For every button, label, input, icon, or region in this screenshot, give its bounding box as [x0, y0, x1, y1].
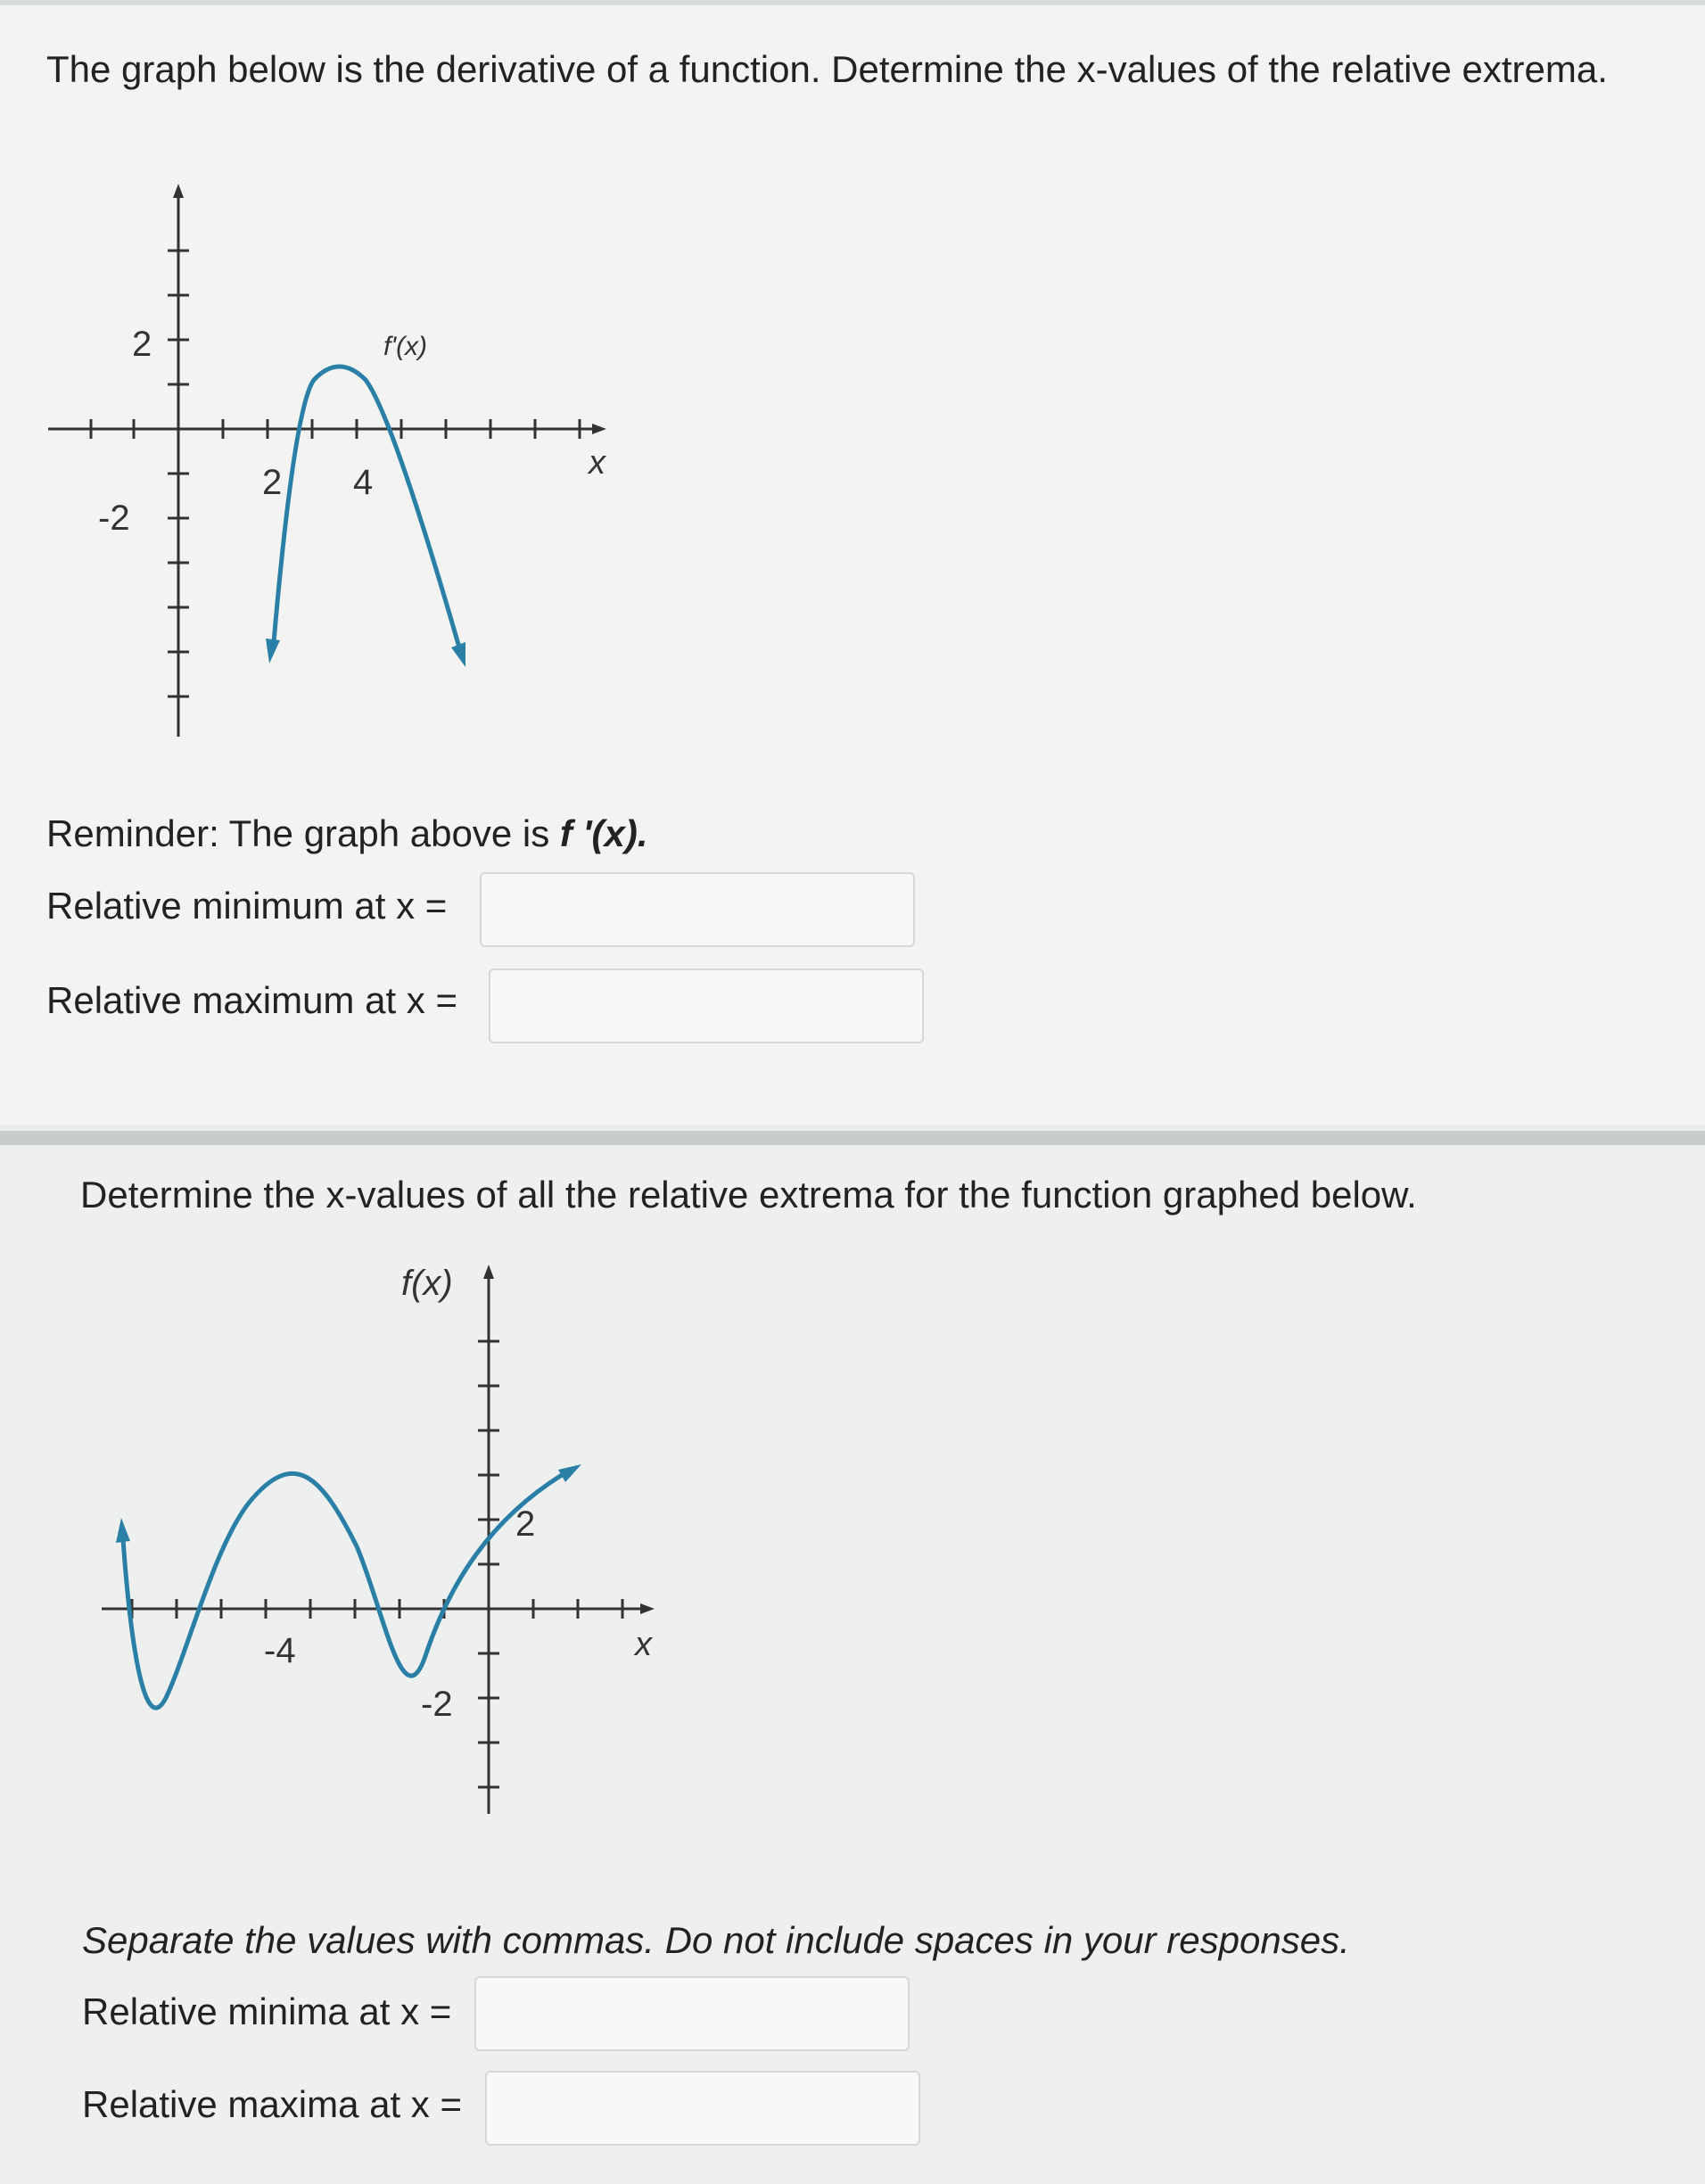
- graph2-y-arrow: [483, 1265, 494, 1279]
- relative-minima-label: Relative minima at x =: [82, 1990, 452, 2032]
- graph2-x-arrow: [640, 1603, 655, 1614]
- graph2-curve: [123, 1473, 562, 1708]
- relative-minimum-label: Relative minimum at x =: [46, 885, 448, 927]
- question-1-prompt: The graph below is the derivative of a function. Determine the x-values of the relative extrema.: [46, 48, 1608, 90]
- graph1-x-label-2: 2: [262, 463, 283, 502]
- graph1-curve: [274, 367, 459, 647]
- relative-minimum-input[interactable]: [480, 872, 915, 947]
- graph2-axes: [102, 1265, 655, 1814]
- derivative-graph: [36, 175, 624, 746]
- reminder-text: [46, 812, 648, 855]
- graph2-y-label-2: 2: [515, 1504, 536, 1544]
- graph2-curve-arrow-right: [558, 1464, 581, 1482]
- reminder-function: f '(x).: [559, 812, 648, 854]
- graph1-curve-arrow-left: [266, 639, 280, 663]
- relative-maxima-label: Relative maxima at x =: [82, 2083, 462, 2125]
- graph1-x-arrow: [592, 424, 606, 434]
- graph2-x-label-neg4: -4: [264, 1631, 296, 1670]
- graph2-x-axis-label: x: [635, 1626, 652, 1663]
- graph1-y-label-neg2: -2: [98, 499, 130, 538]
- graph1-curve-label: f'(x): [383, 332, 428, 361]
- graph1-x-axis-label: x: [589, 444, 605, 482]
- graph1-axes: [48, 184, 606, 737]
- relative-maximum-input[interactable]: [489, 968, 924, 1043]
- graph1-y-label-2: 2: [132, 325, 152, 364]
- instruction-text: Separate the values with commas. Do not include spaces in your responses.: [82, 1919, 1350, 1961]
- graph2-y-label-neg2: -2: [421, 1685, 453, 1724]
- relative-maximum-label: Relative maximum at x =: [46, 979, 457, 1021]
- graph2-curve-label: f(x): [401, 1264, 453, 1303]
- relative-maxima-input[interactable]: [485, 2071, 920, 2146]
- question-2-panel: [0, 1131, 1705, 2184]
- function-graph: [89, 1252, 696, 1858]
- graph1-y-arrow: [173, 184, 184, 198]
- graph1-curve-arrow-right: [451, 642, 465, 667]
- question-2-prompt: Determine the x-values of all the relative extrema for the function graphed below.: [80, 1174, 1417, 1216]
- reminder-prefix: Reminder: The graph above is: [46, 812, 560, 854]
- relative-minima-input[interactable]: [474, 1976, 910, 2051]
- graph1-x-label-4: 4: [353, 463, 374, 502]
- graph2-curve-arrow-left: [116, 1518, 130, 1543]
